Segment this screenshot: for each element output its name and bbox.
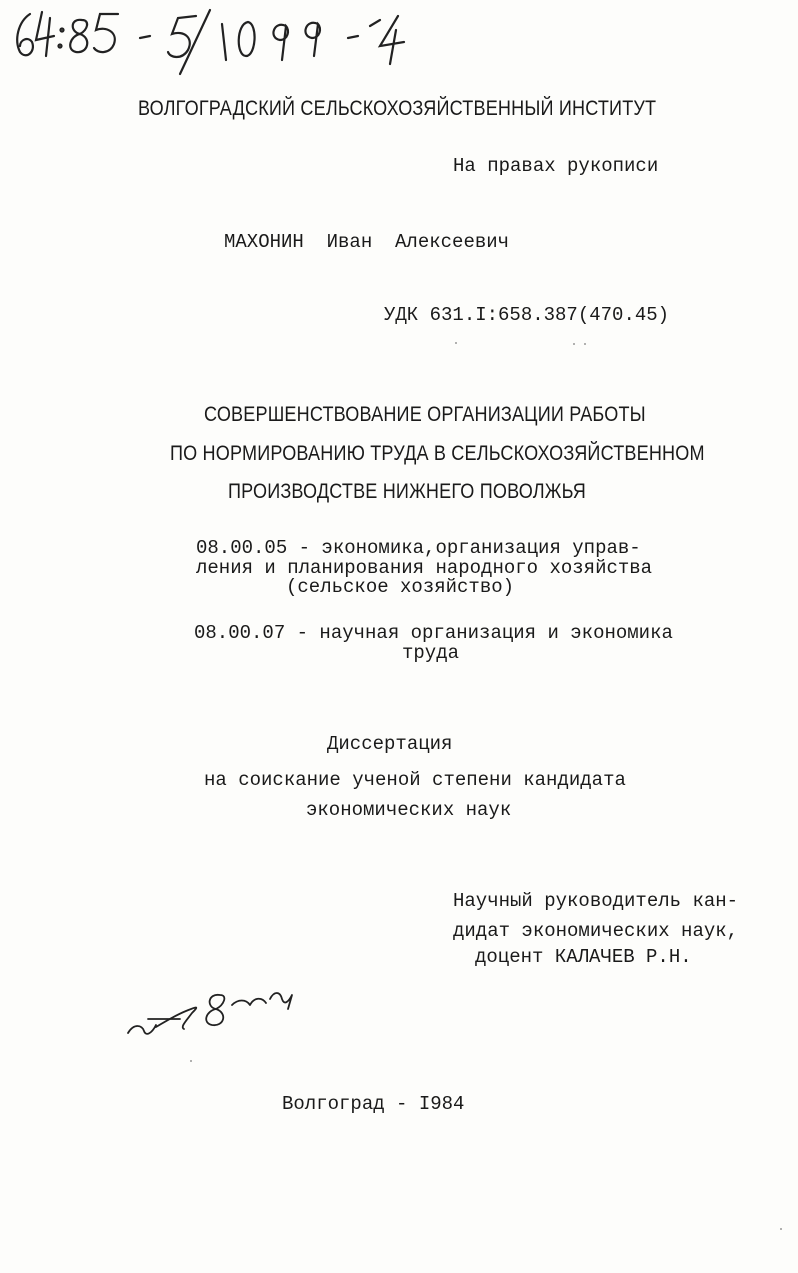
author-name: МАХОНИН Иван Алексеевич [224, 231, 510, 253]
paper-speck [780, 1228, 782, 1230]
paper-speck [573, 343, 575, 345]
specialty-1-line-2: ления и планирования народного хозяйства [196, 557, 653, 579]
manuscript-note: На правах рукописи [453, 155, 659, 177]
specialty-2-line-1: 08.00.07 - научная организация и экономика [194, 622, 673, 644]
udc-code: УДК 631.I:658.387(470.45) [384, 304, 670, 326]
degree-line-2: на соискание ученой степени кандидата [204, 769, 626, 791]
title-line-2: ПО НОРМИРОВАНИЮ ТРУДА В СЕЛЬСКОХОЗЯЙСТВЕННОМ [170, 442, 705, 465]
institution-name: ВОЛГОГРАДСКИЙ СЕЛЬСКОХОЗЯЙСТВЕННЫЙ ИНСТИТУТ [138, 97, 657, 120]
supervisor-line-1: Научный руководитель кан- [453, 890, 739, 912]
specialty-1-line-3: (сельское хозяйство) [286, 576, 515, 598]
degree-line-3: экономических наук [306, 799, 512, 821]
supervisor-line-3: доцент КАЛАЧЕВ Р.Н. [475, 946, 692, 968]
paper-speck [190, 1060, 192, 1062]
paper-speck [455, 342, 457, 344]
title-line-3: ПРОИЗВОДСТВЕ НИЖНЕГО ПОВОЛЖЬЯ [228, 480, 587, 503]
degree-line-1: Диссертация [327, 733, 453, 755]
paper-speck [584, 343, 586, 345]
supervisor-line-2: дидат экономических наук, [453, 920, 739, 942]
signature [120, 975, 320, 1045]
specialty-1-line-1: 08.00.05 - экономика,организация управ- [196, 537, 641, 559]
archive-handwritten-mark [0, 0, 430, 80]
specialty-2-line-2: труда [402, 642, 460, 664]
place-and-year: Волгоград - I984 [282, 1093, 465, 1115]
title-line-1: СОВЕРШЕНСТВОВАНИЕ ОРГАНИЗАЦИИ РАБОТЫ [204, 403, 646, 426]
